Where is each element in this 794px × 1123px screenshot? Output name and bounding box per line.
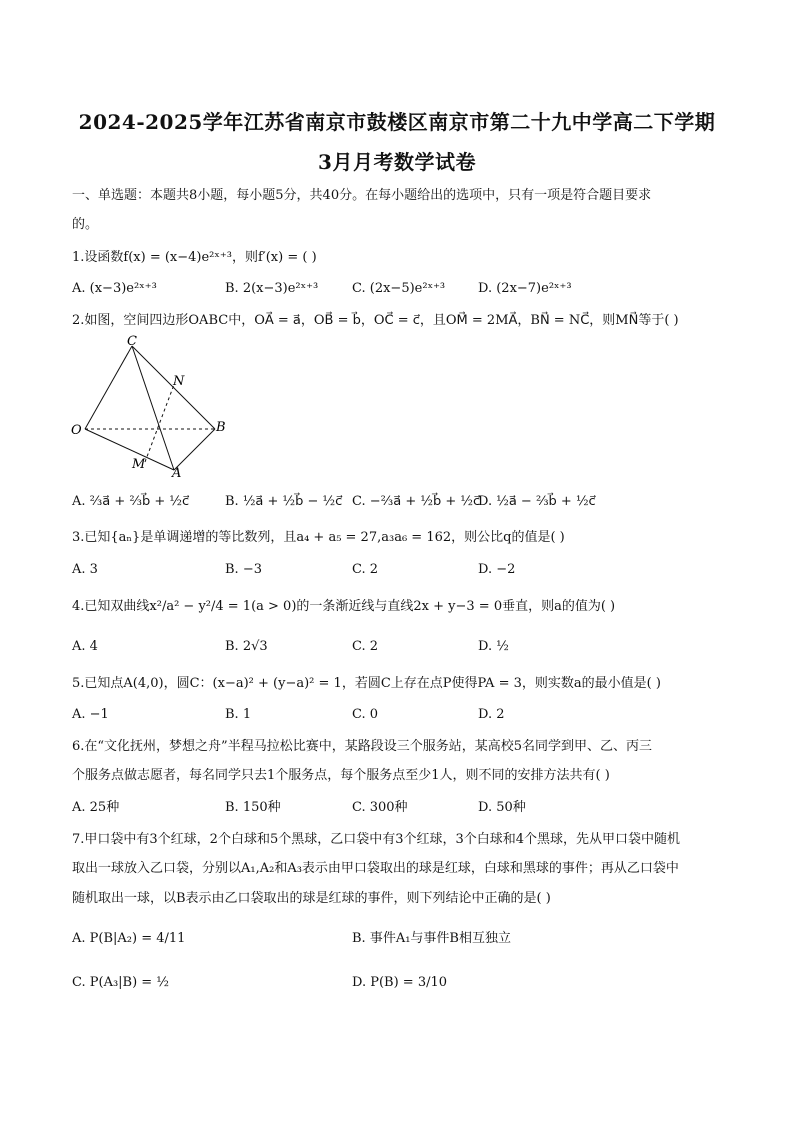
label-n: N (173, 374, 185, 389)
question-4-option-d: D. ½ (478, 639, 509, 654)
question-7-stem: 7.甲口袋中有3个红球，2个白球和5个黑球，乙口袋中有3个红球，3个白球和4个黑球，先从甲口袋中随机 (72, 832, 681, 847)
question-7-option-c: C. P(A₃|B) = ½ (72, 975, 169, 990)
question-5-option-d: D. 2 (478, 707, 505, 722)
tetrahedron-figure (70, 333, 240, 478)
label-o: O (71, 423, 82, 438)
question-3-option-d: D. −2 (478, 562, 516, 577)
section-heading: 一、单选题：本题共8小题，每小题5分，共40分。在每小题给出的选项中，只有一项是符合题目要求 (72, 188, 652, 203)
question-6-option-c: C. 300种 (352, 800, 408, 815)
question-3-option-a: A. 3 (72, 562, 98, 577)
question-2-stem: 2.如图，空间四边形OABC中，OA⃗ = a⃗，OB⃗ = b⃗，OC⃗ = c⃗，且OM⃗ = 2MA⃗，BN⃗ = NC⃗，则MN⃗等于( ) (72, 313, 679, 328)
question-6-option-a: A. 25种 (72, 800, 120, 815)
question-2-option-c: C. −⅔a⃗ + ½b⃗ + ½c⃗ (352, 494, 481, 509)
exam-title-line1: 2024-2025学年江苏省南京市鼓楼区南京市第二十九中学高二下学期 (78, 110, 716, 134)
question-7-option-b: B. 事件A₁与事件B相互独立 (352, 931, 511, 946)
question-5-option-b: B. 1 (225, 707, 252, 722)
label-m: M (132, 457, 146, 472)
question-6-stem: 6.在“文化抚州，梦想之舟”半程马拉松比赛中，某路段设三个服务站，某高校5名同学到甲、乙、丙三 (72, 739, 652, 754)
exam-title-line2: 3月月考数学试卷 (318, 150, 476, 174)
edge-ca (132, 346, 174, 470)
question-7-option-a: A. P(B|A₂) = 4/11 (72, 931, 186, 946)
question-7-stem-cont1: 取出一球放入乙口袋，分别以A₁,A₂和A₃表示由甲口袋取出的球是红球，白球和黑球的事件；再从乙口袋中 (72, 861, 679, 876)
question-3-option-b: B. −3 (225, 562, 262, 577)
question-1-option-b: B. 2(x−3)e²ˣ⁺³ (225, 281, 319, 296)
label-a: A (172, 466, 182, 478)
question-4-option-a: A. 4 (72, 639, 98, 654)
question-5-stem: 5.已知点A(4,0)，圆C：(x−a)² + (y−a)² = 1，若圆C上存在点P使得PA = 3，则实数a的最小值是( ) (72, 676, 661, 691)
segment-mn (145, 382, 175, 462)
question-1-option-d: D. (2x−7)e²ˣ⁺³ (478, 281, 572, 296)
question-4-stem: 4.已知双曲线x²/a² − y²/4 = 1(a > 0)的一条渐近线与直线2x + y−3 = 0垂直，则a的值为( ) (72, 599, 616, 614)
question-3-stem: 3.已知{aₙ}是单调递增的等比数列，且a₄ + a₅ = 27,a₃a₆ = 162，则公比q的值是( ) (72, 530, 565, 545)
question-7-stem-cont2: 随机取出一球，以B表示由乙口袋取出的球是红球的事件，则下列结论中正确的是( ) (72, 891, 551, 906)
question-3-option-c: C. 2 (352, 562, 379, 577)
section-heading-cont: 的。 (72, 217, 99, 232)
edge-oa (85, 429, 174, 470)
question-4-option-b: B. 2√3 (225, 639, 268, 654)
question-4-option-c: C. 2 (352, 639, 379, 654)
edge-ab (174, 429, 215, 470)
question-6-option-d: D. 50种 (478, 800, 526, 815)
question-6-stem-cont: 个服务点做志愿者，每名同学只去1个服务点，每个服务点至少1人，则不同的安排方法共有( ) (72, 768, 610, 783)
question-1-stem: 1.设函数f(x) = (x−4)e²ˣ⁺³，则f′(x) = ( ) (72, 250, 317, 265)
question-5-option-c: C. 0 (352, 707, 379, 722)
edge-oc (85, 346, 132, 429)
question-7-option-d: D. P(B) = 3/10 (352, 975, 448, 990)
question-5-option-a: A. −1 (72, 707, 109, 722)
question-6-option-b: B. 150种 (225, 800, 281, 815)
question-2-option-a: A. ⅔a⃗ + ⅔b⃗ + ½c⃗ (72, 494, 190, 509)
label-b: B (216, 420, 226, 435)
question-2-option-d: D. ½a⃗ − ⅔b⃗ + ½c⃗ (478, 494, 596, 509)
question-2-option-b: B. ½a⃗ + ½b⃗ − ½c⃗ (225, 494, 343, 509)
label-c: C (127, 334, 137, 349)
question-1-option-a: A. (x−3)e²ˣ⁺³ (72, 281, 157, 296)
question-1-option-c: C. (2x−5)e²ˣ⁺³ (352, 281, 446, 296)
